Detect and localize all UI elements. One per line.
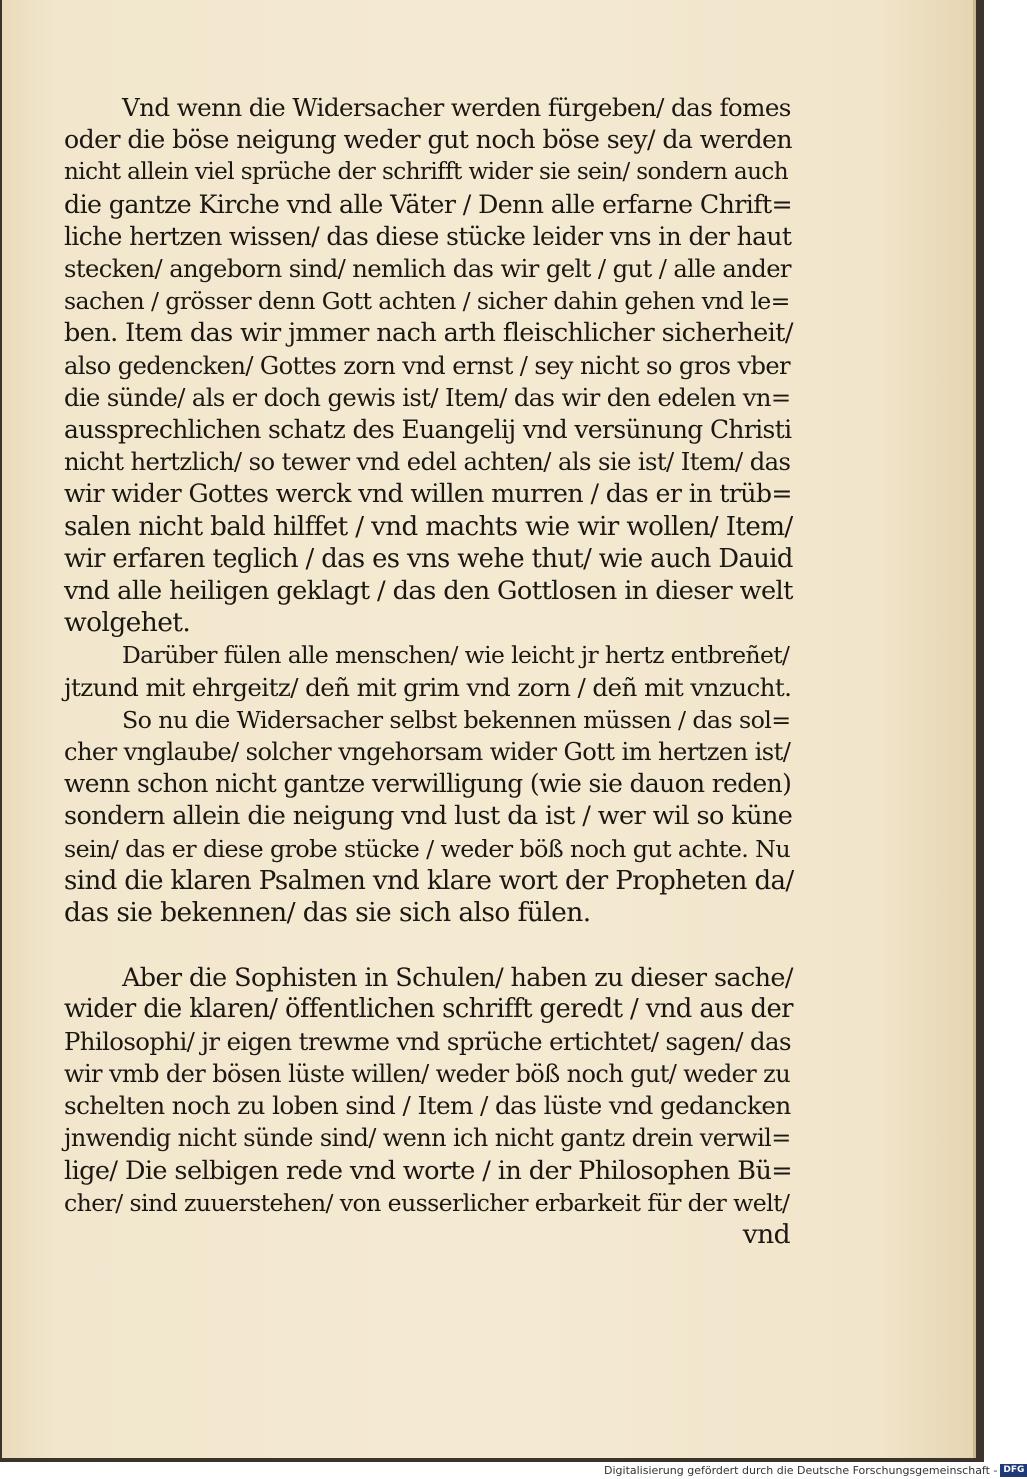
digitization-footer (604, 1462, 1025, 1479)
book-page (2, 0, 976, 1458)
text-line: nicht allein viel sprüche der schrifft wider sie sein/ sondern auch (64, 159, 789, 186)
text-line: nicht hertzlich/ so tewer vnd edel achten/ als sie ist/ Item/ das (64, 447, 791, 477)
paragraph-1 (64, 92, 794, 639)
text-line: die sünde/ als er doch gewis ist/ Item/ das wir den edelen vn= (64, 383, 791, 412)
text-line: sachen / grösser denn Gott achten / sicher dahin gehen vnd le= (64, 287, 790, 316)
paragraph-4 (64, 961, 794, 1219)
text-line: schelten noch zu loben sind / Item / das lüste vnd gedancken (64, 1091, 791, 1121)
text-line: So nu die Widersacher selbst bekennen müssen / das sol= (122, 705, 791, 734)
text-line: wir erfaren teglich / das es vns wehe thut/ wie auch Dauid (64, 543, 793, 574)
text-line: wolgehet. (64, 607, 191, 639)
text-line: jnwendig nicht sünde sind/ wenn ich nicht gantz drein verwil= (64, 1124, 791, 1153)
page-text (64, 92, 794, 1251)
paragraph-gap (64, 929, 794, 961)
text-line: Aber die Sophisten in Schulen/ haben zu dieser sache/ (122, 962, 793, 993)
text-line: wir wider Gottes werck vnd willen murren / das er in trüb= (64, 479, 792, 509)
text-line: sondern allein die neigung vnd lust da ist / wer wil so küne (64, 801, 793, 832)
paragraph-2 (64, 639, 794, 703)
text-line: vnd alle heiligen geklagt / das den Gottlosen in dieser welt (64, 576, 793, 607)
text-line: wider die klaren/ öffentlichen schrifft geredt / vnd aus der (64, 994, 793, 1025)
dfg-logo: DFG (1000, 1464, 1027, 1477)
text-line: sind die klaren Psalmen vnd klare wort der Propheten da/ (64, 865, 794, 896)
text-line: cher/ sind zuuerstehen/ von eusserlicher erbarkeit für der welt/ (64, 1188, 790, 1217)
text-line: Vnd wenn die Widersacher werden fürgeben/ das fomes (122, 93, 791, 122)
text-line: liche hertzen wissen/ das diese stücke leider vns in der haut (64, 221, 792, 251)
text-line: oder die böse neigung weder gut noch böse sey/ da werden (64, 125, 792, 155)
text-line: cher vnglaube/ solcher vngehorsam wider Gott im hertzen ist/ (64, 738, 791, 767)
text-line: die gantze Kirche vnd alle Väter / Denn alle erfarne Chrift= (64, 189, 793, 219)
text-line: also gedencken/ Gottes zorn vnd ernst / sey nicht so gros vber (64, 351, 790, 380)
text-line: wenn schon nicht gantze verwilligung (wie sie dauon reden) (64, 769, 792, 799)
text-line: Philosophi/ jr eigen trewme vnd sprüche ertichtet/ sagen/ das (64, 1026, 791, 1056)
text-line: aussprechlichen schatz des Euangelij vnd versünung Christi (64, 415, 792, 445)
footer-text: Digitalisierung gefördert durch die Deutsche Forschungsgemeinschaft - (604, 1464, 998, 1477)
text-line: salen nicht bald hilffet / vnd machts wie wir wollen/ Item/ (64, 511, 793, 542)
text-line: ben. Item das wir jmmer nach arth fleischlicher sicherheit/ (64, 318, 793, 349)
text-line: sein/ das er diese grobe stücke / weder böß noch gut achte. Nu (64, 834, 791, 863)
text-line: wir vmb der bösen lüste willen/ weder böß noch gut/ weder zu (64, 1059, 791, 1088)
text-line: lige/ Die selbigen rede vnd worte / in der Philosophen Bü= (64, 1155, 793, 1186)
text-line: jtzund mit ehrgeitz/ deñ mit grim vnd zorn / deñ mit vnzucht. (64, 672, 792, 702)
catchword: vnd (742, 1218, 790, 1250)
text-line: das sie bekennen/ das sie sich also fülen. (64, 897, 591, 929)
text-line: Darüber fülen alle menschen/ wie leicht jr hertz entbreñet/ (122, 641, 790, 670)
text-line: stecken/ angeborn sind/ nemlich das wir gelt / gut / alle ander (64, 254, 791, 284)
paragraph-3 (64, 704, 794, 929)
